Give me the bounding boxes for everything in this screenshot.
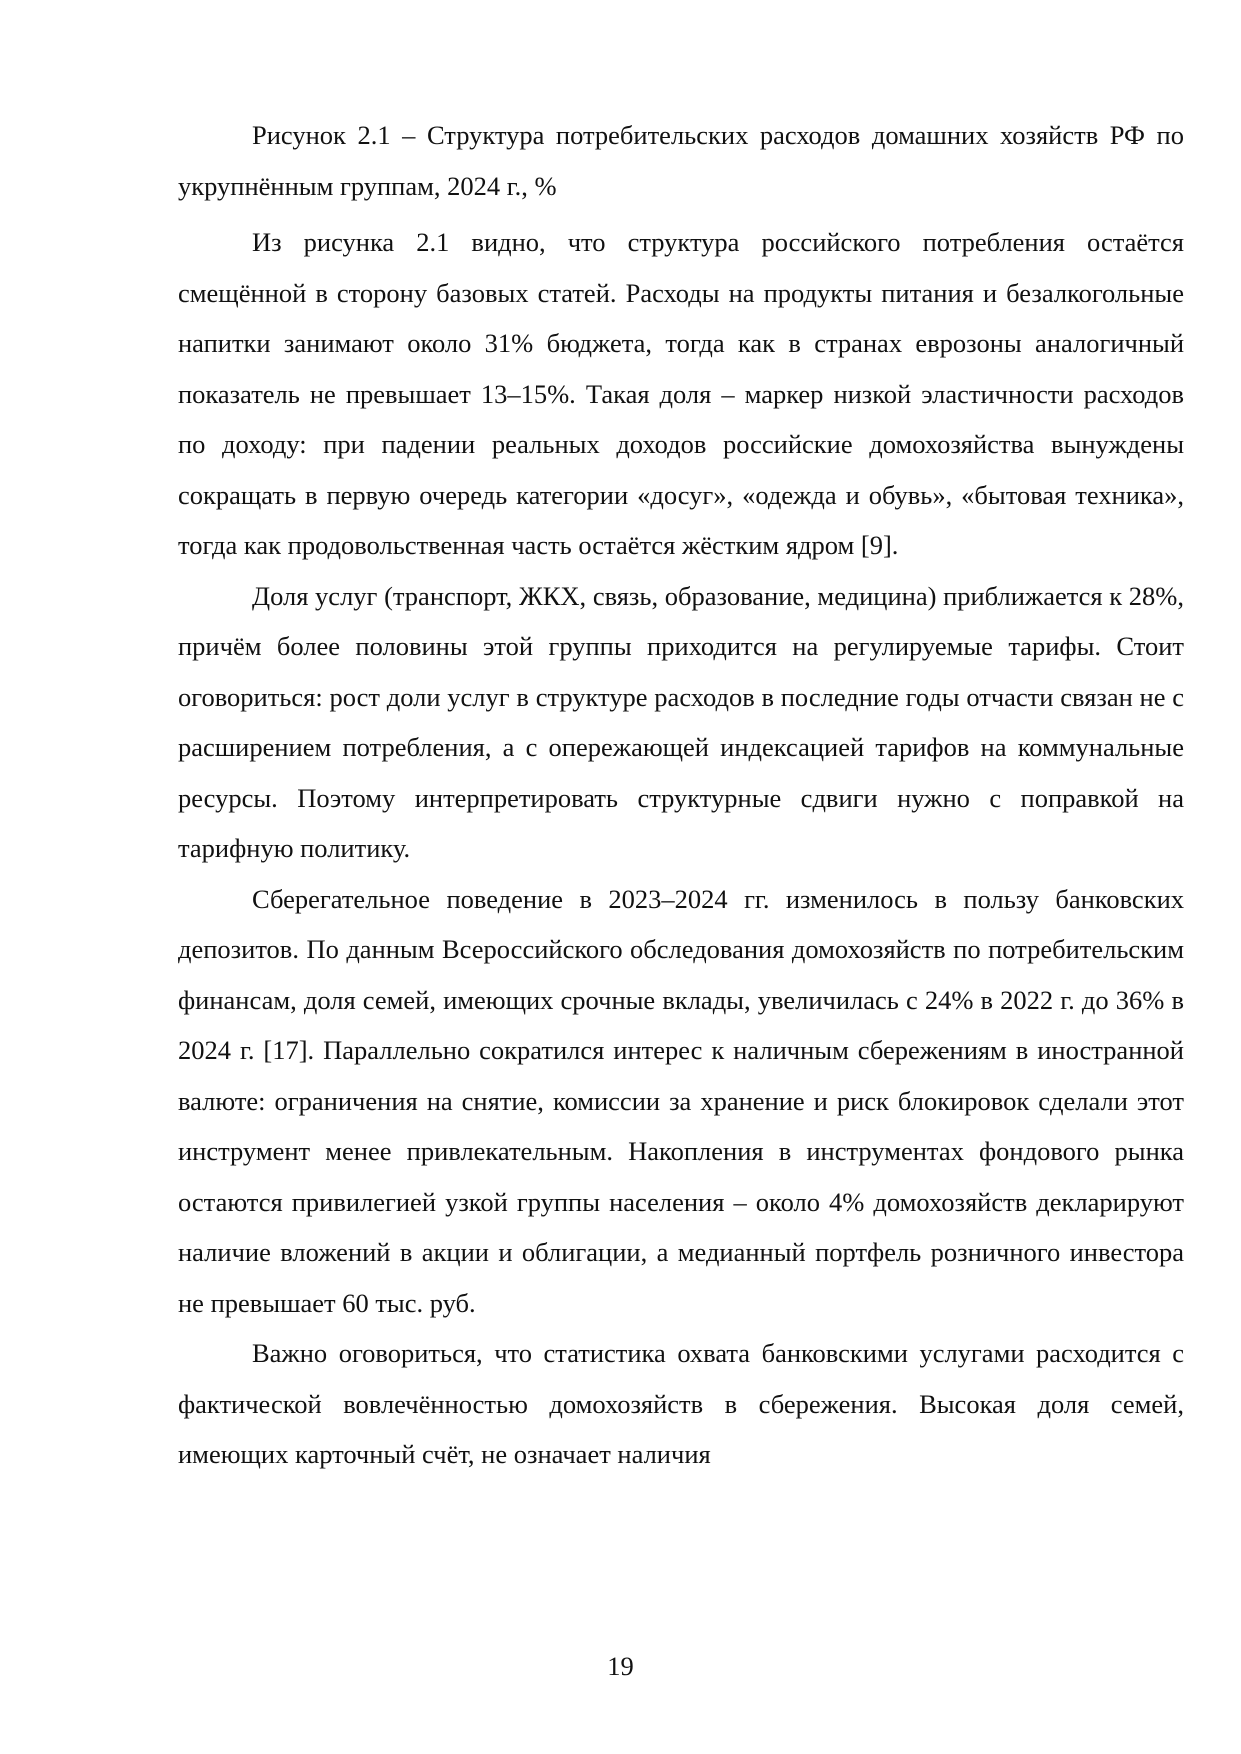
paragraph-banking-coverage: Важно оговориться, что статистика охвата банковскими услугами расходится с фактической вовлечённостью домохозяйств в сбережения. Высокая доля семей, имеющих карточный счёт, не означает наличия bbox=[178, 1338, 1184, 1469]
paragraph-food-share: Из рисунка 2.1 видно, что структура российского потребления остаётся смещённой в сторону базовых статей. Расходы на продукты питания и безалкогольные напитки занимают около 31% бюджета, тогда как в странах еврозоны аналогичный показатель не превышает 13–15%. Такая доля – маркер низкой эластичности расходов по доходу: при падении реальных доходов российские домохозяйства вынуждены сокращать в первую очередь категории «досуг», «одежда и обувь», «бытовая техника», тогда как продовольственная часть остаётся жёстким ядром [9]. bbox=[178, 227, 1184, 560]
page-number: 19 bbox=[607, 1651, 634, 1681]
figure-caption: Рисунок 2.1 – Структура потребительских расходов домашних хозяйств РФ по укрупнённым группам, 2024 г., % bbox=[178, 120, 1184, 201]
paragraph-savings-behavior: Сберегательное поведение в 2023–2024 гг. изменилось в пользу банковских депозитов. По данным Всероссийского обследования домохозяйств по потребительским финансам, доля семей, имеющих срочные вклады, увеличилась с 24% в 2022 г. до 36% в 2024 г. [17]. Параллельно сократился интерес к наличным сбережениям в иностранной валюте: ограничения на снятие, комиссии за хранение и риск блокировок сделали этот инструмент менее привлекательным. Накопления в инструментах фондового рынка остаются привилегией узкой группы населения – около 4% домохозяйств декларируют наличие вложений в акции и облигации, а медианный портфель розничного инвестора не превышает 60 тыс. руб. bbox=[178, 883, 1184, 1318]
paragraph-services-share: Доля услуг (транспорт, ЖКХ, связь, образование, медицина) приближается к 28%, причём более половины этой группы приходится на регулируемые тарифы. Стоит оговориться: рост доли услуг в структуре расходов в последние годы отчасти связан не с расширением потребления, а с опережающей индексацией тарифов на коммунальные ресурсы. Поэтому интерпретировать структурные сдвиги нужно с поправкой на тарифную политику. bbox=[178, 580, 1184, 863]
document-page bbox=[178, 110, 1184, 1480]
